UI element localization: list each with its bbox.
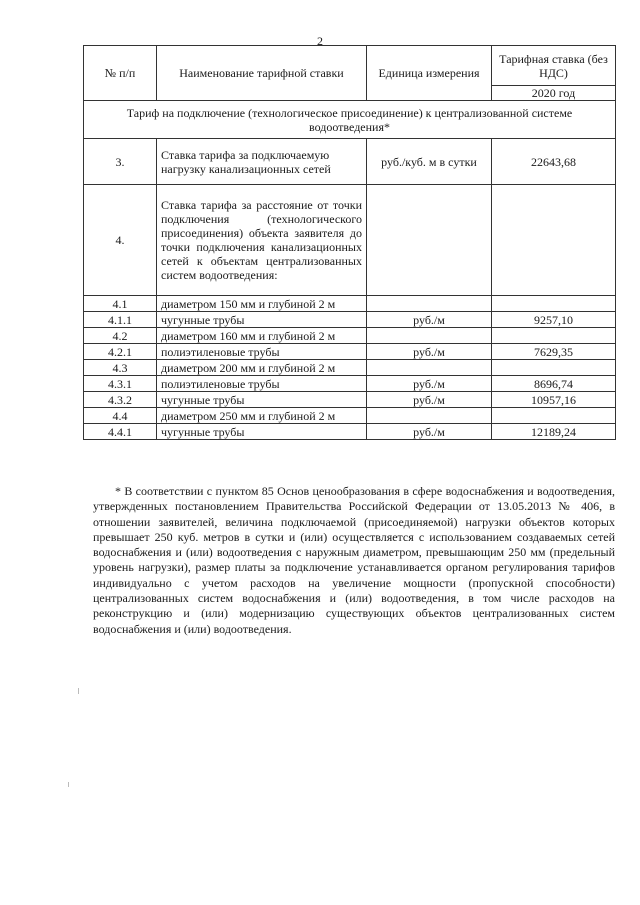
row-unit [367,296,492,312]
row-value [492,296,616,312]
header-num: № п/п [84,46,157,101]
row-unit [367,328,492,344]
row-num: 4.3.1 [84,376,157,392]
row-value: 22643,68 [492,139,616,185]
table-row [84,392,616,408]
row-unit: руб./куб. м в сутки [367,139,492,185]
table-row [84,408,616,424]
row-unit [367,408,492,424]
row-value [492,360,616,376]
row-name: чугунные трубы [157,424,367,440]
row-value [492,328,616,344]
row-unit: руб./м [367,344,492,360]
row-num: 4.2 [84,328,157,344]
table-row [84,424,616,440]
table-row [84,344,616,360]
scan-artifact [68,782,69,787]
header-rate: Тарифная ставка (без НДС) [492,46,616,86]
row-num: 3. [84,139,157,185]
row-value [492,408,616,424]
row-name: полиэтиленовые трубы [157,376,367,392]
table-row [84,296,616,312]
row-name: чугунные трубы [157,312,367,328]
row-name: Ставка тарифа за расстояние от точки подключения (технологического присоединения) объекта заявителя до точки подключения канализационных сетей к объектам централизованных систем водоотведения: [157,185,367,296]
row-name: диаметром 250 мм и глубиной 2 м [157,408,367,424]
row-name: чугунные трубы [157,392,367,408]
row-unit: руб./м [367,376,492,392]
row-name: диаметром 150 мм и глубиной 2 м [157,296,367,312]
page-number: 2 [317,34,323,48]
row-unit [367,360,492,376]
row-unit [367,185,492,296]
row-value [492,185,616,296]
row-value: 8696,74 [492,376,616,392]
table-row [84,376,616,392]
row-name: диаметром 160 мм и глубиной 2 м [157,328,367,344]
footnote: * В соответствии с пунктом 85 Основ ценообразования в сфере водоснабжения и водоотведения, утвержденных постановлением Правительства Российской Федерации от 13.05.2013 № 406, в отношении заявителей, величина подключаемой (присоединяемой) нагрузки объектов которых превышает 250 куб. метров в сутки и (или) осуществляется с использованием создаваемых сетей водоснабжения и (или) водоотведения с наружным диаметром, превышающим 250 мм (предельный уровень нагрузки), размер платы за подключение устанавливается органом регулирования тарифов индивидуально с учетом расходов на увеличение мощности (пропускной способности) централизованных систем водоснабжения и (или) водоотведения, в том числе расходов на реконструкцию и (или) модернизацию существующих объектов централизованных систем водоснабжения и (или) водоотведения. [93,484,615,636]
row-num: 4.4.1 [84,424,157,440]
row-unit: руб./м [367,392,492,408]
row-name: Ставка тарифа за подключаемую нагрузку канализационных сетей [157,139,367,185]
row-name: полиэтиленовые трубы [157,344,367,360]
section-title: Тариф на подключение (технологическое присоединение) к централизованной системе водоотведения* [84,101,616,139]
table-row [84,185,616,296]
row-num: 4.3 [84,360,157,376]
table-row [84,139,616,185]
row-num: 4.1.1 [84,312,157,328]
row-num: 4. [84,185,157,296]
header-unit: Единица измерения [367,46,492,101]
table-row [84,328,616,344]
table-row [84,360,616,376]
row-num: 4.4 [84,408,157,424]
row-value: 10957,16 [492,392,616,408]
row-value: 7629,35 [492,344,616,360]
row-value: 12189,24 [492,424,616,440]
header-year: 2020 год [492,86,616,101]
row-name: диаметром 200 мм и глубиной 2 м [157,360,367,376]
header-name: Наименование тарифной ставки [157,46,367,101]
table-row [84,312,616,328]
row-num: 4.3.2 [84,392,157,408]
row-unit: руб./м [367,312,492,328]
scan-artifact [78,688,79,694]
row-num: 4.1 [84,296,157,312]
row-unit: руб./м [367,424,492,440]
row-num: 4.2.1 [84,344,157,360]
row-value: 9257,10 [492,312,616,328]
tariff-table [83,45,616,440]
